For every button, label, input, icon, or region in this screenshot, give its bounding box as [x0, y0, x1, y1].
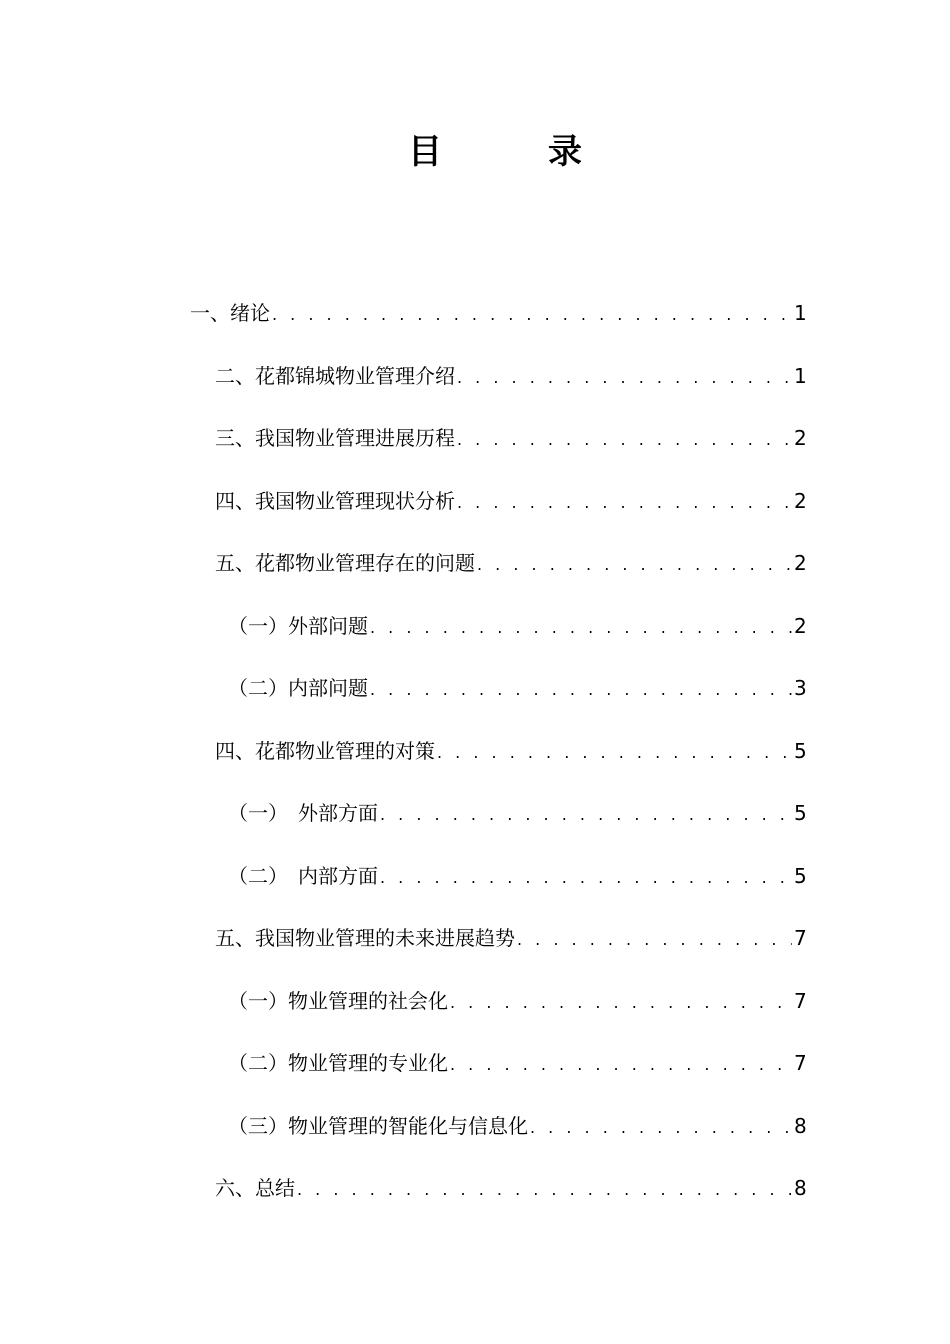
toc-entry[interactable] — [190, 293, 806, 333]
toc-dot-leader — [475, 545, 792, 585]
toc-dot-leader — [378, 795, 792, 835]
toc-entry-label: （一） 外部方面 — [228, 801, 378, 825]
toc-entry-page: 7 — [794, 1051, 807, 1075]
toc-entry[interactable] — [228, 793, 806, 833]
toc-dot-leader — [378, 858, 792, 898]
toc-entry-page: 2 — [794, 488, 807, 513]
toc-dot-leader — [368, 608, 792, 648]
toc-entry-label: （一）外部问题 — [228, 613, 368, 638]
toc-entry[interactable] — [215, 418, 806, 458]
toc-entry-page: 3 — [794, 676, 807, 700]
toc-dot-leader — [455, 483, 792, 523]
document-title: 目 录 — [408, 132, 618, 172]
toc-entry[interactable] — [215, 918, 806, 958]
toc-entry-label: 三、我国物业管理进展历程 — [215, 426, 455, 450]
toc-entry-label: 四、我国物业管理现状分析 — [215, 488, 455, 513]
toc-entry[interactable] — [228, 856, 806, 896]
toc-entry[interactable] — [228, 606, 806, 646]
toc-entry-label: 二、花都锦城物业管理介绍 — [215, 363, 455, 388]
toc-entry-page: 7 — [794, 926, 807, 950]
toc-entry-label: （三）物业管理的智能化与信息化 — [228, 1113, 528, 1138]
toc-entry-label: 四、花都物业管理的对策 — [215, 738, 435, 763]
toc-entry-page: 2 — [794, 426, 807, 450]
toc-entry-label: 五、我国物业管理的未来进展趋势 — [215, 926, 515, 950]
toc-entry[interactable] — [215, 543, 806, 583]
toc-dot-leader — [435, 733, 792, 773]
toc-dot-leader — [295, 1170, 792, 1210]
toc-dot-leader — [368, 670, 792, 710]
toc-entry[interactable] — [228, 981, 806, 1021]
toc-entry-page: 1 — [794, 363, 807, 388]
toc-entry[interactable] — [215, 356, 806, 396]
toc-entry-label: （一）物业管理的社会化 — [228, 988, 448, 1013]
toc-entry[interactable] — [228, 1106, 806, 1146]
toc-entry-page: 5 — [794, 738, 807, 763]
toc-entry[interactable] — [228, 668, 806, 708]
toc-entry-page: 7 — [794, 988, 807, 1013]
toc-dot-leader — [455, 420, 792, 460]
toc-entry-label: （二）物业管理的专业化 — [228, 1051, 448, 1075]
toc-entry-label: （二）内部问题 — [228, 676, 368, 700]
toc-dot-leader — [528, 1108, 792, 1148]
toc-entry-page: 8 — [794, 1176, 807, 1200]
toc-entry-label: 五、花都物业管理存在的问题 — [215, 551, 475, 575]
toc-entry-page: 8 — [794, 1113, 807, 1138]
toc-entry-page: 2 — [794, 551, 807, 575]
toc-entry[interactable] — [215, 481, 806, 521]
toc-entry-label: （二） 内部方面 — [228, 863, 378, 888]
toc-entry-page: 2 — [794, 613, 807, 638]
toc-entry[interactable] — [228, 1043, 806, 1083]
toc-dot-leader — [448, 1045, 792, 1085]
toc-entry-page: 5 — [794, 801, 807, 825]
toc-dot-leader — [515, 920, 792, 960]
toc-entry-page: 1 — [794, 301, 807, 325]
toc-dot-leader — [455, 358, 792, 398]
toc-dot-leader — [270, 295, 792, 335]
toc-entry-label: 一、绪论 — [190, 301, 270, 325]
toc-entry-page: 5 — [794, 863, 807, 888]
toc-entry-label: 六、总结 — [215, 1176, 295, 1200]
toc-entry[interactable] — [215, 1168, 806, 1208]
toc-entry[interactable] — [215, 731, 806, 771]
toc-dot-leader — [448, 983, 792, 1023]
